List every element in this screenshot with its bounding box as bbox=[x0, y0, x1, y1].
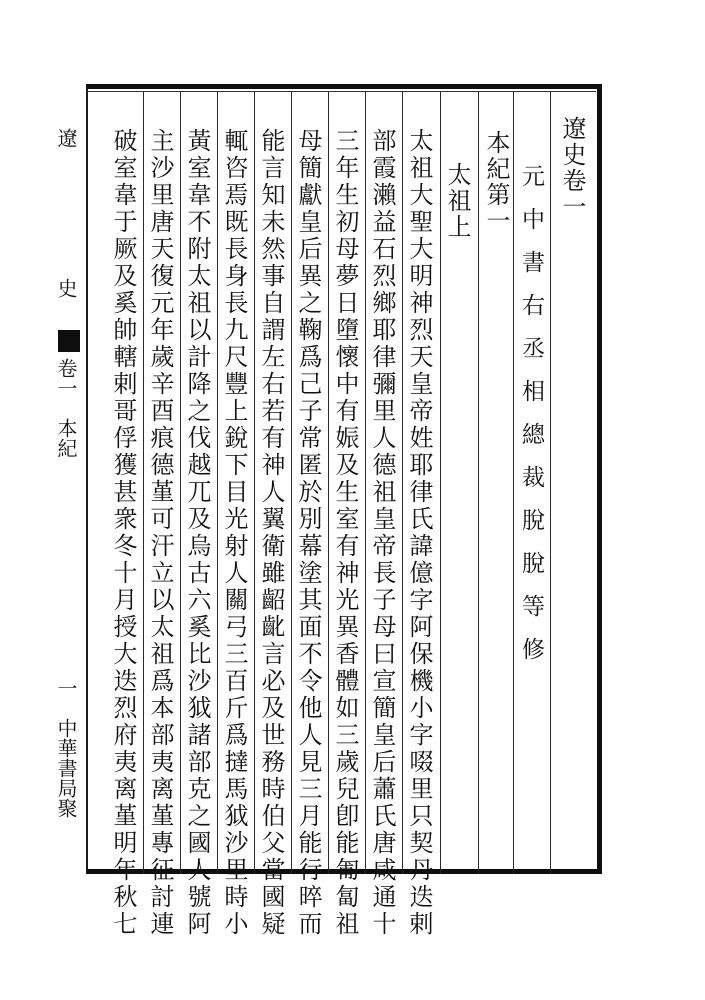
margin-book-short-2: 史 bbox=[54, 278, 78, 298]
body-line: 輒咨焉既長身長九尺豐上銳下目光射人關弓三百斤爲撻馬狘沙里時小 bbox=[220, 128, 248, 938]
margin-page-publisher: 一 中華書局聚 bbox=[54, 678, 78, 818]
margin-volume-section: 卷一 本紀 bbox=[54, 358, 78, 458]
column-rule bbox=[180, 91, 181, 874]
body-line: 母簡獻皇后異之鞠爲己子常匿於別幕塗其面不令他人見三月能行晬而 bbox=[294, 128, 322, 938]
section-title: 太祖上 bbox=[443, 162, 471, 240]
frame-top-line bbox=[86, 91, 596, 92]
column-rule bbox=[291, 91, 292, 874]
margin-book-short: 遼 bbox=[54, 128, 78, 148]
chapter-title: 本紀第一 bbox=[482, 130, 510, 234]
body-line: 部霞瀨益石烈鄉耶律彌里人德祖皇帝長子母曰宣簡皇后蕭氏唐咸通十 bbox=[368, 128, 396, 938]
body-line: 黃室韋不附太祖以計降之伐越兀及烏古六奚比沙狘諸部克之國人號阿 bbox=[183, 128, 211, 938]
column-rule bbox=[513, 91, 514, 874]
author-line: 元中書右丞相總裁脫脫等修 bbox=[518, 164, 544, 680]
margin-column bbox=[52, 118, 86, 878]
body-line: 破室韋于厥及奚帥轄剌哥俘獲甚衆冬十月授大迭烈府夷离堇明年秋七 bbox=[109, 128, 137, 938]
column-rule bbox=[217, 91, 218, 874]
column-rule bbox=[550, 91, 551, 874]
column-rule bbox=[328, 91, 329, 874]
body-line: 主沙里唐天復元年歲辛酉痕德堇可汗立以太祖爲本部夷离堇專征討連 bbox=[146, 128, 174, 938]
column-rule bbox=[402, 91, 403, 874]
column-rule bbox=[365, 91, 366, 874]
volume-title: 遼史卷一 bbox=[558, 116, 586, 220]
column-rule bbox=[478, 91, 479, 874]
column-rule bbox=[143, 91, 144, 874]
body-line: 能言知未然事自謂左右若有神人翼衛雖齠齔言必及世務時伯父當國疑 bbox=[257, 128, 285, 938]
body-line: 太祖大聖大明神烈天皇帝姓耶律氏諱億字阿保機小字啜里只契丹迭剌 bbox=[405, 128, 433, 938]
column-rule bbox=[254, 91, 255, 874]
body-line: 三年生初母夢日墮懷中有娠及生室有神光異香體如三歲兒卽能匍匐祖 bbox=[331, 128, 359, 938]
column-rule bbox=[440, 91, 441, 874]
fishtail-mark bbox=[58, 330, 80, 352]
